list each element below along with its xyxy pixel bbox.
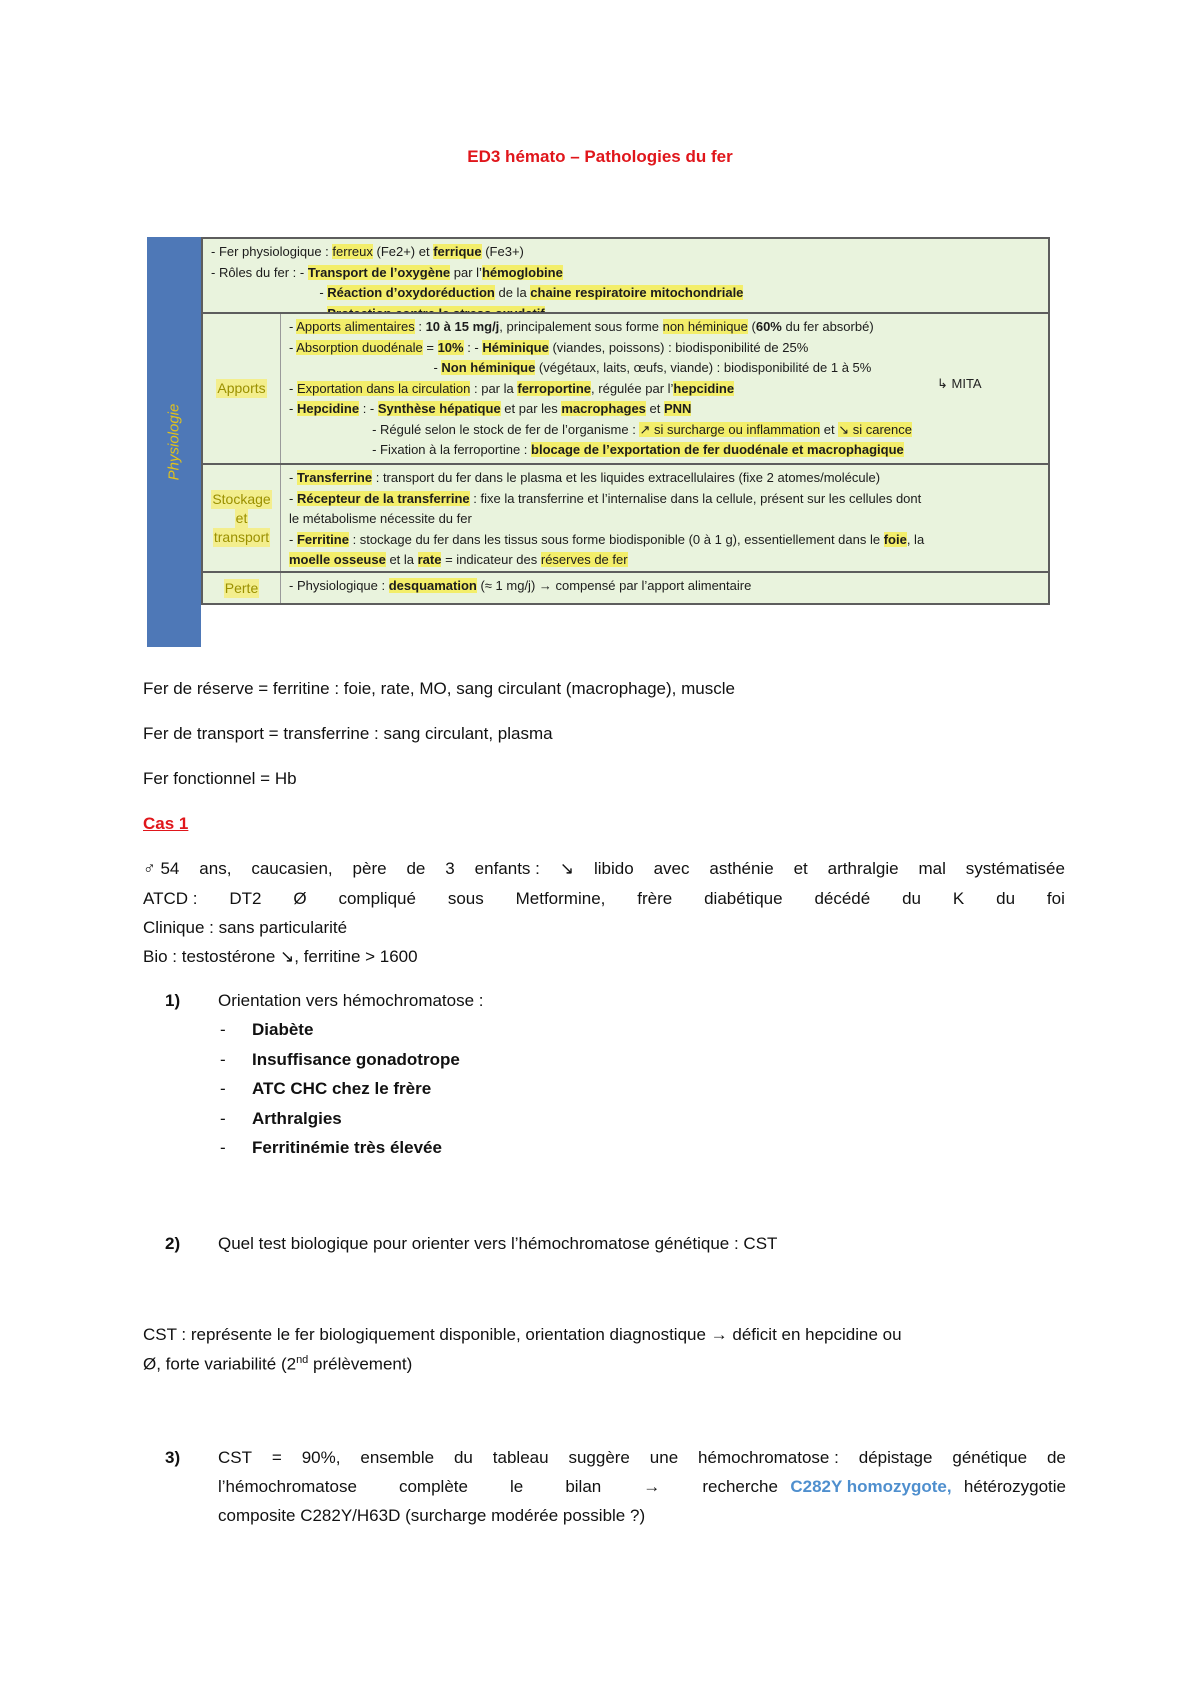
word: 3 [445, 859, 455, 878]
case-title: Cas 1 [143, 814, 189, 833]
word: et [793, 859, 808, 878]
text-run: PNN [664, 401, 692, 416]
word: DT2 [229, 889, 262, 908]
table-line [289, 399, 1042, 420]
word: → [643, 1477, 661, 1496]
text-run: : [414, 319, 426, 334]
table-line [289, 358, 1042, 379]
table-line [289, 489, 1042, 510]
table-line [211, 263, 1042, 284]
text-run: ↘ si carence [838, 421, 912, 437]
q3-line2-end: hétérozygotie [963, 1477, 1066, 1496]
text-run: - [289, 319, 297, 334]
text-run: - [289, 360, 442, 375]
text-run: foie [883, 531, 907, 547]
question-text: Orientation vers hémochromatose : [218, 991, 484, 1010]
table-line [289, 338, 1042, 359]
text-run: (Fe3+) [481, 244, 524, 259]
text-run: Récepteur de la transferrine [296, 490, 470, 506]
text-run: : fixe la transferrine et l’internalise dans la cellule, présent sur les cellules dont [469, 490, 922, 506]
text-run: Héminique [482, 339, 549, 355]
text-run: 10% [437, 339, 464, 355]
q3-line2-start [218, 1477, 778, 1497]
table-line [289, 440, 1042, 461]
question-text [218, 1448, 1066, 1468]
genotype-highlight: C282Y homozygote, [790, 1477, 952, 1496]
section-stockage [201, 463, 1050, 573]
text-run: - Physiologique : [289, 578, 389, 593]
table-line [289, 509, 1042, 530]
text-run: = indicateur des [441, 552, 541, 567]
word: de [1046, 1448, 1066, 1467]
list-dash: - [220, 1138, 226, 1157]
section-body [289, 468, 1042, 571]
text-run: Réaction d’oxydoréduction [327, 285, 495, 300]
word: génétique [952, 1448, 1028, 1467]
question-text-2 [218, 1477, 1066, 1497]
word: du [902, 889, 922, 908]
text-run: (viandes, poissons) : biodisponibilité de 25% [548, 339, 809, 355]
list-item: ATC CHC chez le frère [252, 1079, 432, 1098]
text-run: Hepcidine [296, 401, 360, 416]
table-line [289, 317, 1042, 338]
word: asthénie [709, 859, 774, 878]
text-run: le métabolisme nécessite du fer [289, 511, 472, 526]
word: avec [653, 859, 690, 878]
text-run: macrophages [561, 401, 646, 416]
text-run: - [211, 285, 328, 300]
word: suggère [568, 1448, 630, 1467]
word: K [952, 889, 965, 908]
text-run: hepcidine [673, 380, 735, 396]
table-side-band [147, 237, 201, 647]
text-run: Exportation dans la circulation [296, 380, 471, 396]
text-run: ( [747, 319, 756, 334]
text-run: ferrique [433, 244, 482, 259]
text-run: ferroportine [517, 380, 592, 396]
text-run: : par la [470, 380, 518, 396]
word: ATCD : [143, 889, 198, 908]
text-run: desquamation [388, 578, 477, 593]
text-reserve: Fer de réserve = ferritine : foie, rate, MO, sang circulant (macrophage), muscle [143, 679, 735, 698]
word: enfants : [474, 859, 540, 878]
text-run: , principalement sous forme [499, 319, 663, 334]
question-number: 2) [165, 1234, 181, 1253]
word: arthralgie [827, 859, 899, 878]
table-line [211, 242, 1042, 263]
text-run: - [289, 531, 297, 547]
word: foi [1046, 889, 1065, 908]
text-run: (Fe2+) et [372, 244, 434, 259]
word: = [271, 1448, 282, 1467]
word: systématisée [965, 859, 1065, 878]
word: frère [637, 889, 673, 908]
side-label: Physiologie [165, 403, 183, 481]
text-run: par l’ [450, 264, 482, 280]
table-line [289, 530, 1042, 551]
word: ensemble [360, 1448, 435, 1467]
text-run: - Fer physiologique : [211, 244, 333, 259]
text-run: moelle osseuse [289, 552, 386, 567]
table-line [289, 468, 1042, 489]
word: diabétique [704, 889, 783, 908]
text-run: 60% [755, 319, 782, 334]
question-text: Quel test biologique pour orienter vers l’hémochromatose génétique : CST [218, 1234, 778, 1253]
list-item: Diabète [252, 1020, 314, 1039]
word: l’hémochromatose [218, 1477, 357, 1496]
section-apports [201, 312, 1050, 465]
clinique-line: Clinique : sans particularité [143, 918, 348, 937]
word: le [510, 1477, 524, 1496]
text-run: Ferritine [296, 531, 349, 547]
text-run: non héminique [662, 319, 748, 334]
word: ↘ [559, 859, 575, 878]
word: ♂ 54 [143, 859, 180, 878]
text-run: ferreux [332, 244, 373, 259]
question-number: 3) [165, 1448, 181, 1467]
text-run: : - [359, 401, 378, 416]
word: tableau [492, 1448, 549, 1467]
text-run: - Rôles du fer : - [211, 264, 308, 280]
word: une [649, 1448, 679, 1467]
word: sous [447, 889, 484, 908]
list-item: Insuffisance gonadotrope [252, 1050, 460, 1069]
text-run: - [289, 339, 297, 355]
list-dash: - [220, 1109, 226, 1128]
word: ans, [199, 859, 232, 878]
text-run: (végétaux, laits, œufs, viande) : biodisponibilité de 1 à 5% [535, 360, 872, 375]
text-run: chaine respiratoire mitochondriale [530, 285, 744, 300]
atcd-line [143, 889, 1065, 909]
bio-line: Bio : testostérone ↘, ferritine > 1600 [143, 947, 418, 966]
word: libido [593, 859, 634, 878]
word: Metformine, [515, 889, 606, 908]
word: complète [398, 1477, 468, 1496]
text-run: = [422, 339, 438, 355]
text-run: et la [385, 552, 418, 567]
list-dash: - [220, 1079, 226, 1098]
section-label: Apports [203, 314, 281, 463]
text-run: réserves de fer [540, 552, 628, 567]
section-label: Stockage et transport [203, 465, 281, 571]
cst-line-2: Ø, forte variabilité (2nd prélèvement) [143, 1354, 413, 1374]
text-run: , la [906, 531, 925, 547]
table-line [289, 550, 1042, 571]
physiology-table [147, 237, 1050, 647]
word: du [996, 889, 1016, 908]
section-perte [201, 571, 1050, 605]
word: mal [918, 859, 946, 878]
text-run: : stockage du fer dans les tissus sous forme biodisponible (0 à 1 g), essentiellement dans le [348, 531, 884, 547]
text-fonctionnel: Fer fonctionnel = Hb [143, 769, 297, 788]
text-run: ↗ si surcharge ou inflammation [639, 421, 821, 437]
word: caucasien, [251, 859, 333, 878]
text-run: - [289, 380, 297, 396]
handwritten-note: ↳ MITA [937, 376, 982, 391]
text-run: et par les [500, 401, 562, 416]
section-body [289, 576, 1042, 597]
text-run: : transport du fer dans le plasma et les liquides extracellulaires (fixe 2 atomes/molécule) [372, 470, 881, 485]
text-run: de la [494, 285, 531, 300]
text-run: Transport de l’oxygène [307, 264, 451, 280]
text-run: 10 à 15 mg/j [425, 319, 500, 334]
word: recherche [702, 1477, 778, 1496]
text-transport: Fer de transport = transferrine : sang circulant, plasma [143, 724, 553, 743]
page-title: ED3 hémato – Pathologies du fer [467, 147, 733, 166]
list-dash: - [220, 1050, 226, 1069]
question-number: 1) [165, 991, 181, 1010]
text-run: - Régulé selon le stock de fer de l’organisme : [289, 421, 640, 437]
table-line [289, 576, 1042, 597]
text-run: hémoglobine [481, 264, 563, 280]
word: CST [218, 1448, 252, 1467]
text-run: blocage de l’exportation de fer duodénale et macrophagique [531, 442, 904, 457]
text-run: - [289, 490, 297, 506]
patient-line [143, 859, 1065, 879]
text-run: Absorption duodénale [296, 339, 423, 355]
table-line [211, 283, 1042, 304]
word: père [352, 859, 387, 878]
table-line [289, 379, 1042, 400]
table-line [289, 420, 1042, 441]
section-body [289, 317, 1042, 461]
word: Ø [293, 889, 307, 908]
text-run: , régulée par l’ [591, 380, 674, 396]
text-run: - [289, 470, 297, 485]
word: de [406, 859, 426, 878]
text-run: et [820, 421, 839, 437]
list-item: Ferritinémie très élevée [252, 1138, 442, 1157]
text-run: - [289, 401, 297, 416]
question-text-3: composite C282Y/H63D (surcharge modérée possible ?) [218, 1506, 646, 1525]
text-run: Apports alimentaires [296, 319, 415, 334]
section-general [201, 237, 1050, 314]
word: du [453, 1448, 473, 1467]
word: hémochromatose : [698, 1448, 839, 1467]
text-run: et [645, 401, 664, 416]
text-run: du fer absorbé) [781, 319, 874, 334]
list-item: Arthralgies [252, 1109, 342, 1128]
text-run: - Fixation à la ferroportine : [289, 442, 532, 457]
text-run: rate [417, 552, 442, 567]
word: 90%, [301, 1448, 341, 1467]
section-label: Perte [203, 573, 281, 603]
list-dash: - [220, 1020, 226, 1039]
text-run: Synthèse hépatique [377, 401, 501, 416]
word: compliqué [338, 889, 416, 908]
word: bilan [565, 1477, 602, 1496]
word: dépistage [858, 1448, 933, 1467]
text-run: Transferrine [296, 470, 373, 485]
cst-line: CST : représente le fer biologiquement disponible, orientation diagnostique → déficit en hepcidine ou [143, 1325, 902, 1344]
text-run: (≈ 1 mg/j) → compensé par l’apport alimentaire [476, 578, 752, 593]
text-run: : - [463, 339, 483, 355]
text-run: Non héminique [441, 360, 536, 375]
word: décédé [814, 889, 871, 908]
